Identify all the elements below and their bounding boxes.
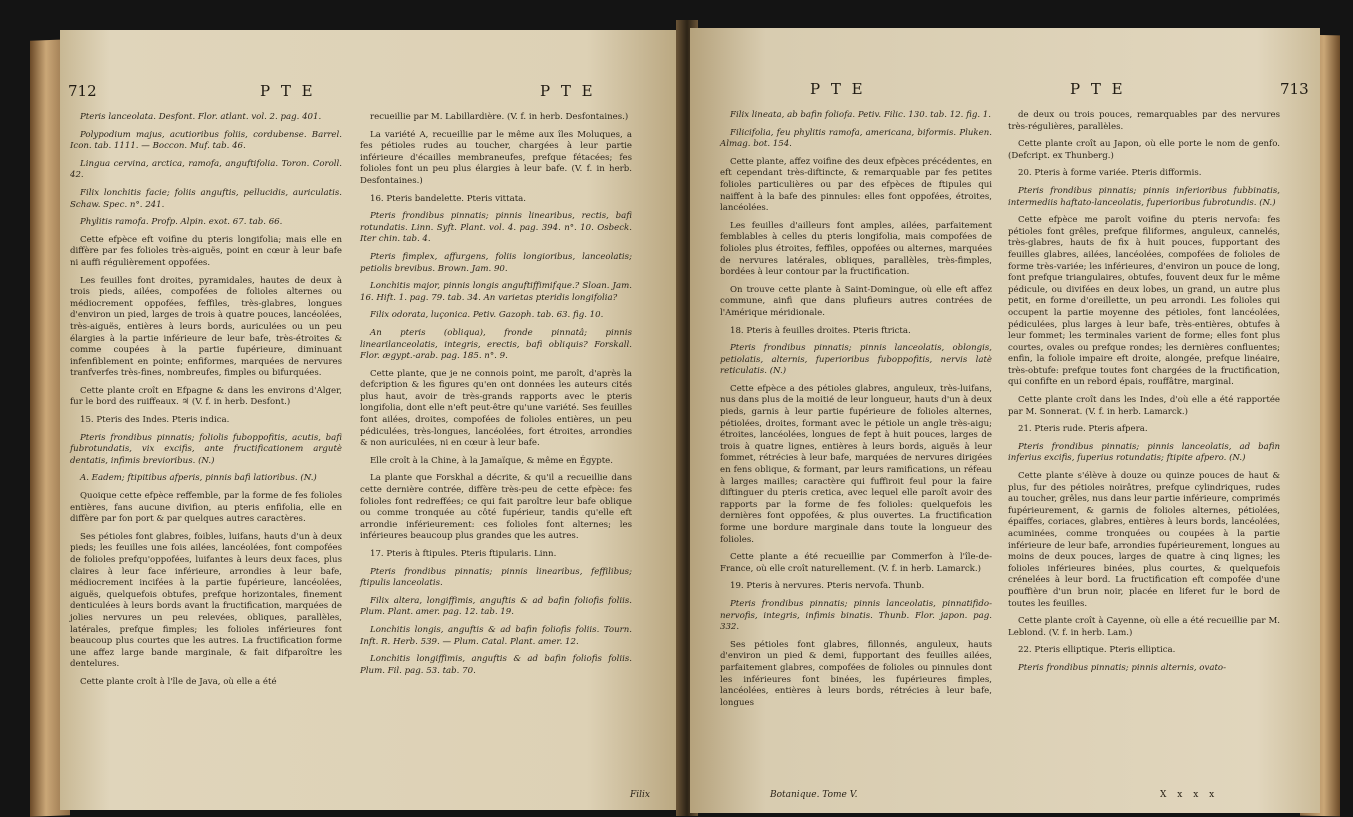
paragraph: Pteris frondibus pinnatis; pinnis inferioribus fubbinatis, intermediis haftato-lanceolatis, fuperioribus fubrotundis. (N.) (1008, 185, 1280, 208)
paragraph: Cette plante croît au Japon, où elle porte le nom de genfo. (Defcript. ex Thunberg.) (1008, 139, 1280, 161)
section-heading: 18. Pteris à feuilles droites. Pteris ftricta. (730, 325, 911, 336)
paragraph: recueillie par M. Labillardière. (V. f. in herb. Desfontaines.) (370, 112, 629, 122)
left-page (60, 30, 680, 810)
paragraph: Cette plante croît à l'île de Java, où elle a été (80, 676, 277, 687)
paragraph: Filicifolia, feu phylitis ramofa, americana, biformis. Pluken. Almag. bot. 154. (720, 127, 992, 150)
right-page (690, 28, 1320, 813)
paragraph: Lonchitis longiffimis, anguftis & ad bafin foliofis foliis. Plum. Fil. pag. 53. tab. 70. (360, 654, 632, 676)
paragraph: Les feuilles font droites, pyramidales, hautes de deux à trois pieds, ailées, compofées de folioles alternes ou médiocrement oppofées, feffiles, très-glabres, longues d'environ un pied, larges de trois à quatre pouces, lancéolées, très-aiguës, entières à leurs bords, auriculées ou un peu élargies à la partie inférieure de leur bafe, très-étroites & comme coupées à la partie fupérieure, diminuant infenfiblement en pointe; enfiformes, marquées de nervures tranfverfes très-fines, nombreufes, fimples ou bifurquées. (70, 275, 342, 379)
paragraph: Pteris lanceolata. Desfont. Flor. atlant. vol. 2. pag. 401. (80, 112, 322, 122)
page-number-left: 712 (68, 82, 97, 100)
paragraph: Lingua cervina, arctica, ramofa, anguftifolia. Toron. Coroll. 42. (70, 158, 342, 181)
paragraph: Filix lineata, ab bafin foliofa. Petiv. Filic. 130. tab. 12. fig. 1. (730, 110, 992, 120)
section-heading: 20. Pteris à forme variée. Pteris difformis. (1018, 168, 1202, 179)
section-heading: 16. Pteris bandelette. Pteris vittata. (370, 193, 527, 204)
page-number-right: 713 (1280, 80, 1309, 98)
paragraph: Pteris frondibus pinnatis; pinnis lanceolatis, pinnatifido-nervofis, integris, infimis binatis. Thunb. Flor. japon. pag. 332. (720, 598, 992, 633)
catchword: Filix (630, 790, 650, 800)
running-head: P T E (260, 82, 316, 100)
paragraph: Cette efpèce a des pétioles glabres, anguleux, très-luifans, nus dans plus de la moitié de leur longueur, hauts d'un à deux pieds, garnis à leur partie fupérieure de folioles alternes, pétiolées, droites, formant avec le pétiole un angle très-aigu; étroites, lancéolées, longues de fept à huit pouces, larges de trois à quatre lignes, entières à leurs bords, aiguës à leur fommet, rétrécies à leur bafe, marquées de nervures dirigées en fens oblique, & formant, par leurs ramifications, un réfeau à larges mailles; caractère qui fuffiroit feul pour la faire diftinguer du pteris cretica, avec lequel elle paroît avoir des rapports par la forme de fes folioles: quelquefois les dernières font oppofées, & plus ouvertes. La fructification forme une bordure marginale dans toute la longueur des folioles. (720, 383, 992, 545)
text-column-2 (360, 112, 632, 683)
paragraph: Cette plante croît en Efpagne & dans les environs d'Alger, fur le bord des ruiffeaux. ♃ (V. f. in herb. Desfont.) (70, 385, 342, 408)
section-heading: 19. Pteris à nervures. Pteris nervofa. Thunb. (730, 581, 925, 592)
paragraph: Ses pétioles font glabres, fillonnés, anguleux, hauts d'environ un pied & demi, fupportant des feuilles ailées, parfaitement glabres, compofées de folioles ou pinnules dont les inférieures font binées, les fupérieures fimples, lancéolées, entières à leurs bords, rétrécies à leur bafe, longues (720, 639, 992, 708)
paragraph: Cette plante s'élève à douze ou quinze pouces de haut & plus, fur des pétioles noirâtres, prefque cylindriques, rudes au toucher, grêles, nus dans leur partie inférieure, comprimés fupérieurement, & garnis de folioles alternes, pétiolées, épaiffes, coriaces, glabres, entières à leurs bords, lancéolées, acuminées, comme tronquées ou coupées à la partie inférieure de leur bafe, arrondies fupérieurement, longues au moins de deux pouces, larges de quatre à cinq lignes; les folioles inférieures binées, plus courtes, & quelquefois crénelées à leur bord. La fructification eft compofée d'une pouffière d'un brun noir, placée en liferet fur le bord de toutes les feuilles. (1008, 471, 1280, 609)
section-heading: 21. Pteris rude. Pteris afpera. (1018, 424, 1148, 435)
paragraph: Cette plante, que je ne connois point, me paroît, d'après la defcription & les figures qu'en ont données les auteurs cités plus haut, avoir de très-grands rapports avec le pteris longifolia, dont elle n'eft peut-être qu'une variété. Ses feuilles font ailées, droites, compofées de folioles entières, un peu pédiculées, très-longues, lancéolées, fort étroites, arrondies & non auriculées, ni en cœur à leur bafe. (360, 368, 632, 449)
running-head: P T E (540, 82, 596, 100)
paragraph: Pteris frondibus pinnatis; foliolis fuboppofitis, acutis, bafi fubrotundatis, vix excifis, ante fructificationem argutè dentatis, infimis brevioribus. (N.) (70, 432, 342, 466)
text-column-1 (70, 112, 342, 695)
paragraph: Pteris frondibus pinnatis; pinnis lanceolatis, oblongis, petiolatis, alternis, fuperioribus fuboppofitis, nervis latè reticulatis. (N.) (720, 343, 992, 377)
paragraph: Lonchitis longis, anguftis & ad bafin foliofis foliis. Tourn. Inft. R. Herb. 539. — Plum. Catal. Plant. amer. 12. (360, 624, 632, 647)
paragraph: Quoique cette efpèce reffemble, par la forme de fes folioles entières, fans aucune divifion, au pteris enfifolia, elle en diffère par fon port & par quelques autres caractères. (70, 491, 342, 525)
paragraph: Pteris frondibus pinnatis; pinnis lanceolatis, ad bafin inferius excifis, fuperius rotundatis; ftipite afpero. (N.) (1008, 441, 1280, 464)
paragraph: Cette plante croît dans les Indes, d'où elle a été rapportée par M. Sonnerat. (V. f. in herb. Lamarck.) (1008, 395, 1280, 417)
running-head: P T E (1070, 80, 1126, 98)
paragraph: Lonchitis major, pinnis longis anguftiffimifque.? Sloan. Jam. 16. Hift. 1. pag. 79. tab. 34. An varietas pteridis longifolia? (360, 281, 632, 303)
paragraph: Pteris fimplex, affurgens, foliis longioribus, lanceolatis; petiolis brevibus. Brown. Jam. 90. (360, 251, 632, 274)
paragraph: On trouve cette plante à Saint-Domingue, où elle eft affez commune, ainfi que dans plufieurs autres contrées de l'Amérique méridionale. (720, 284, 992, 318)
section-heading: 22. Pteris elliptique. Pteris elliptica. (1018, 645, 1176, 656)
paragraph: Pteris frondibus pinnatis; pinnis alternis, ovato- (1018, 662, 1226, 673)
paragraph: Pteris frondibus pinnatis; pinnis linearibus, rectis, bafi rotundatis. Linn. Syft. Plant. vol. 4. pag. 394. n°. 10. Osbeck. Iter chin. tab. 4. (360, 211, 632, 245)
paragraph: Les feuilles d'ailleurs font amples, ailées, parfaitement femblables à celles du pteris longifolia, mais compofées de folioles plus étroites, feffiles, oppofées ou alternes, marquées de nervures latérales, obliques, parallèles, très-fimples, bordées à leur contour par la fructification. (720, 220, 992, 278)
paragraph: An pteris (obliqua), fronde pinnatâ; pinnis linearilanceolatis, integris, erectis, bafi obliquis? Forskall. Flor. ægypt.-arab. pag. 185. n°. 9. (360, 327, 632, 362)
paragraph: A. Eadem; ftipitibus afperis, pinnis bafi latioribus. (N.) (80, 473, 317, 484)
page-footer: Botanique. Tome V. (770, 790, 858, 800)
paragraph: La plante que Forskhal a décrite, & qu'il a recueillie dans cette dernière contrée, diffère très-peu de cette efpèce: fes folioles font redreffées; ce qui fait paroître leur bafe oblique ou comme tronquée au côté fupérieur, tandis qu'elle eft arrondie inférieurement: ces folioles font alternes; les inférieures beaucoup plus grandes que les autres. (360, 473, 632, 542)
paragraph: Cette plante croît à Cayenne, où elle a été recueillie par M. Leblond. (V. f. in herb. Lam.) (1008, 616, 1280, 638)
paragraph: Filix altera, longiffimis, anguftis & ad bafin foliofis foliis. Plum. Plant. amer. pag. 12. tab. 19. (360, 595, 632, 618)
running-head: P T E (810, 80, 866, 98)
section-heading: 15. Pteris des Indes. Pteris indica. (80, 415, 230, 426)
paragraph: Cette efpèce eft voifine du pteris longifolia; mais elle en diffère par fes folioles très-aiguës, point en cœur à leur bafe ni auffi régulièrement oppofées. (70, 234, 342, 268)
paragraph: Ses pétioles font glabres, foibles, luifans, hauts d'un à deux pieds; les feuilles une fois ailées, lancéolées, font compofées de folioles prefqu'oppofées, luifantes à leurs deux faces, plus claires à leur face inférieure, arrondies à leur bafe, médiocrement incifées à la partie fupérieure, lancéolées, aiguës, quelquefois obtufes, prefque horizontales, finement denticulées à leurs bords avant la fructification, marquées de jolies nervures un peu relevées, obliques, parallèles, latérales, prefque fimples; les folioles inférieures font beaucoup plus courtes que les autres. La fructification forme une affez large bande marginale, & fait difparoître les dentelures. (70, 531, 342, 670)
section-heading: 17. Pteris à ftipules. Pteris ftipularis. Linn. (370, 549, 557, 559)
text-column-2 (1008, 110, 1280, 681)
paragraph: Polypodium majus, acutioribus foliis, cordubense. Barrel. Icon. tab. 1111. — Boccon. Muf. tab. 46. (70, 129, 342, 152)
paragraph: Cette plante, affez voifine des deux efpèces précédentes, en eft cependant très-diftincte, & remarquable par fes petites folioles particulières ou par des efpèces de ftipules qui naiffent à la bafe des pinnules: elles font oppofées, étroites, lancéolées. (720, 156, 992, 214)
paragraph: Pteris frondibus pinnatis; pinnis linearibus, feffilibus; ftipulis lanceolatis. (360, 566, 632, 589)
signature-mark: X x x x (1160, 790, 1219, 800)
paragraph: Phylitis ramofa. Profp. Alpin. exot. 67. tab. 66. (80, 217, 283, 228)
text-column-1 (720, 110, 992, 715)
paragraph: Filix lonchitis facie; foliis anguftis, pellucidis, auriculatis. Schaw. Spec. n°. 241. (70, 187, 342, 210)
paragraph: Cette plante a été recueillie par Commerfon à l'île-de-France, où elle croît naturellement. (V. f. in herb. Lamarck.) (720, 552, 992, 574)
paragraph: Filix odorata, luçonica. Petiv. Gazoph. tab. 63. fig. 10. (370, 310, 604, 321)
paragraph: Cette efpèce me paroît voifine du pteris nervofa: fes pétioles font grêles, prefque filiformes, anguleux, cannelés, très-glabres, hauts de fix à huit pouces, fupportant des feuilles glabres, ailées, lancéolées, compofées de folioles de forme très-variée; les inférieures, d'environ un pouce de long, font prefque triangulaires, obtufes, fouvent deux fur le même pédicule, ou divifées en deux lobes, un grand, un autre plus petit, en forme d'oreillette, un peu arrondi. Les folioles qui occupent la partie moyenne des pétioles, font lancéolées, pédiculées, plus larges à leur bafe, très-entières, obtufes à leur fommet; les terminales varient de forme; elles font plus courtes, ovales ou prefque rondes; les dernières confluentes; enfin, la foliole impaire eft droite, alongée, prefque linéaire, très-obtufe: prefque toutes font chargées de la fructification, qui confifte en un rebord épais, rouffâtre, marginal. (1008, 215, 1280, 388)
paragraph: La variété A, recueillie par le même aux îles Moluques, a fes pétioles rudes au toucher, chargées à leur partie inférieure d'écailles membraneufes, prefque fétacées; fes folioles font un peu plus élargies à leur bafe. (V. f. in herb. Desfontaines.) (360, 129, 632, 186)
paragraph: Elle croît à la Chine, à la Jamaïque, & même en Égypte. (370, 455, 613, 466)
paragraph: de deux ou trois pouces, remarquables par des nervures très-régulières, parallèles. (1008, 110, 1280, 132)
